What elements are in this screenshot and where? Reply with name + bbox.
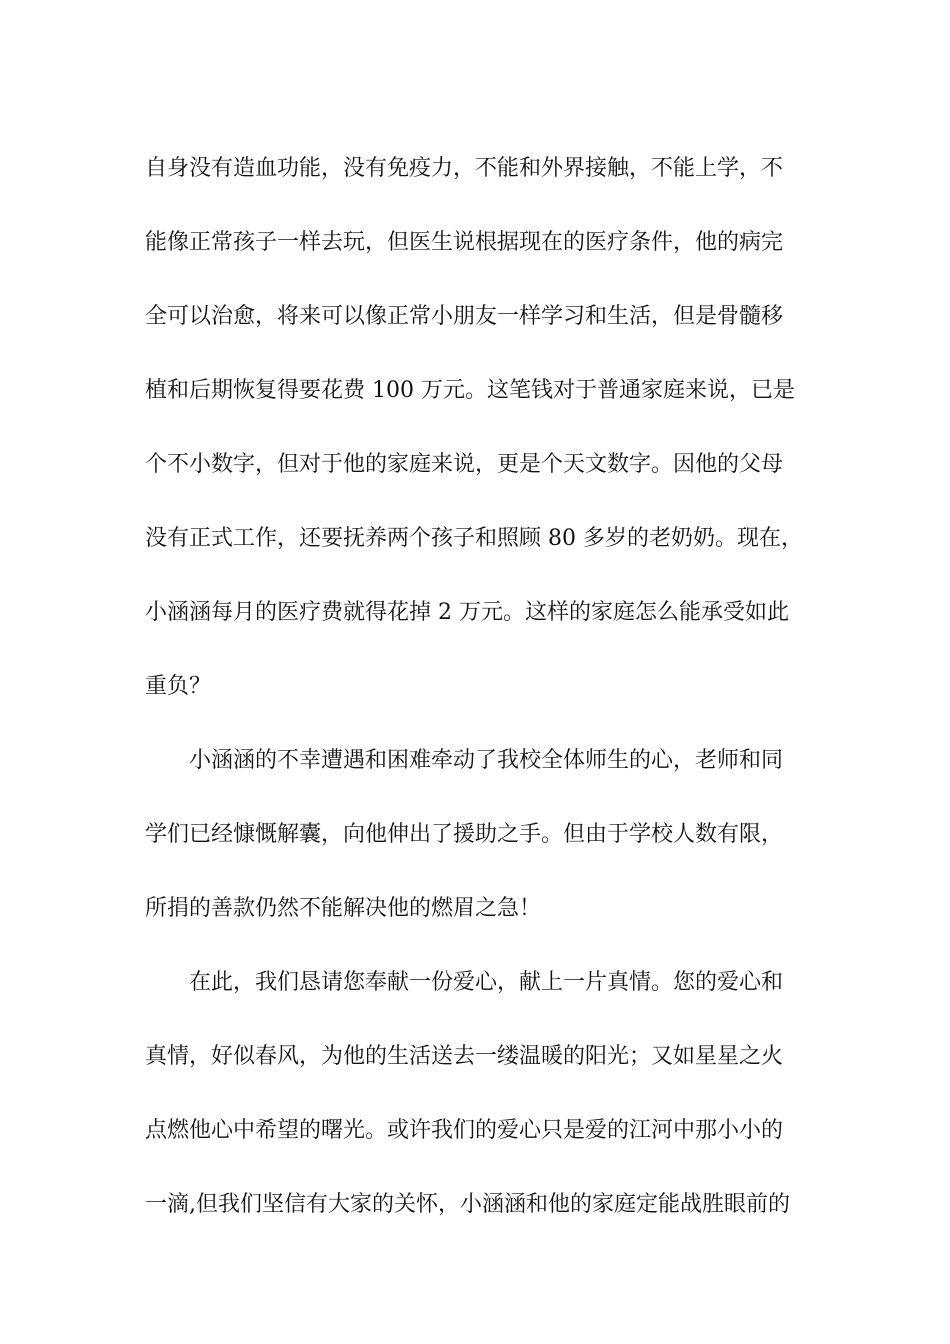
paragraph-line: 所捐的善款仍然不能解决他的燃眉之急！: [145, 896, 542, 921]
paragraph-line: 自身没有造血功能，没有免疫力，不能和外界接触，不能上学，不: [145, 156, 784, 181]
paragraph-line: 小涵涵每月的医疗费就得花掉 2 万元。这样的家庭怎么能承受如此: [145, 600, 789, 625]
paragraph-line: 全可以治愈，将来可以像正常小朋友一样学习和生活，但是骨髓移: [145, 304, 784, 329]
paragraph-line: 小涵涵的不幸遭遇和困难牵动了我校全体师生的心，老师和同: [189, 748, 784, 773]
paragraph-line: 真情，好似春风，为他的生活送去一缕温暖的阳光；又如星星之火: [145, 1044, 784, 1069]
paragraph-2: [145, 724, 810, 946]
paragraph-line: 重负？: [145, 674, 212, 699]
paragraph-3: [145, 946, 810, 1242]
paragraph-line: 在此，我们恳请您奉献一份爱心，献上一片真情。您的爱心和: [189, 970, 784, 995]
paragraph-line: 没有正式工作，还要抚养两个孩子和照顾 80 多岁的老奶奶。现在，: [145, 526, 803, 551]
paragraph-line: 一滴,但我们坚信有大家的关怀，小涵涵和他的家庭定能战胜眼前的: [145, 1192, 790, 1217]
document-body: [145, 132, 810, 1242]
paragraph-line: 个不小数字，但对于他的家庭来说，更是个天文数字。因他的父母: [145, 452, 784, 477]
paragraph-line: 点燃他心中希望的曙光。或许我们的爱心只是爱的江河中那小小的: [145, 1118, 784, 1143]
paragraph-1: [145, 132, 810, 724]
paragraph-line: 植和后期恢复得要花费 100 万元。这笔钱对于普通家庭来说，已是: [145, 378, 795, 403]
paragraph-line: 能像正常孩子一样去玩，但医生说根据现在的医疗条件，他的病完: [145, 230, 784, 255]
paragraph-line: 学们已经慷慨解囊，向他伸出了援助之手。但由于学校人数有限，: [145, 822, 784, 847]
